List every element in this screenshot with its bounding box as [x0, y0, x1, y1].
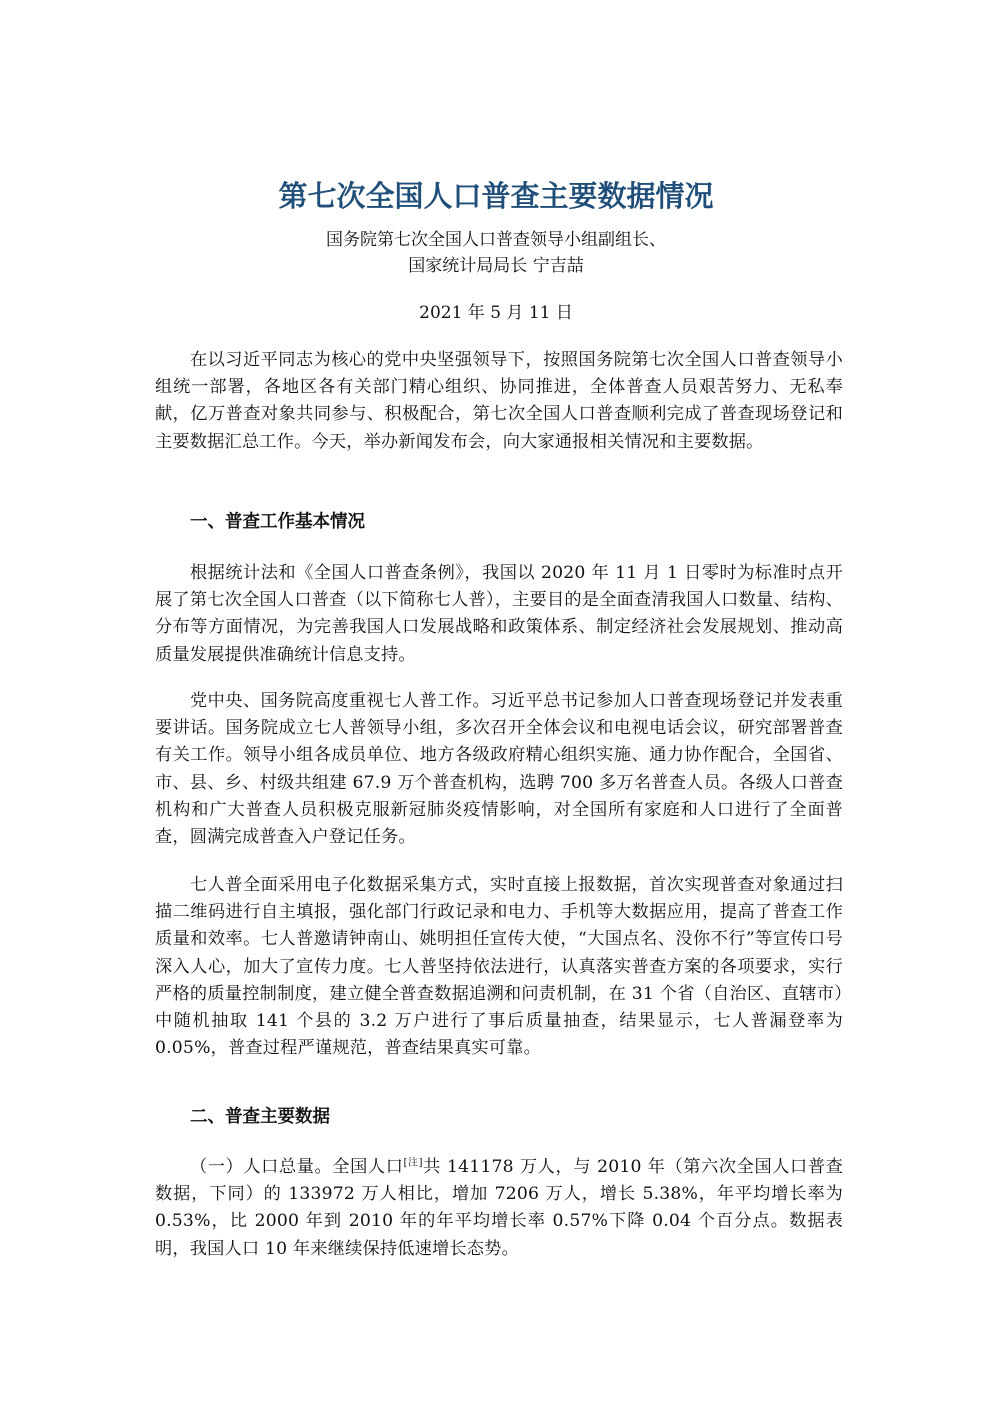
- section1-paragraph-3: 七人普全面采用电子化数据采集方式，实时直接上报数据，首次实现普查对象通过扫描二维码进行自主填报，强化部门行政记录和电力、手机等大数据应用，提高了普查工作质量和效率。七人普邀请钟南山、姚明担任宣传大使，“大国点名、没你不行”等宣传口号深入人心，加大了宣传力度。七人普坚持依法进行，认真落实普查方案的各项要求，实行严格的质量控制制度，建立健全普查数据追溯和问责机制，在 31 个省（自治区、直辖市）中随机抽取 141 个县的 3.2 万户进行了事后质量抽查，结果显示，七人普漏登率为 0.05%，普查过程严谨规范，普查结果真实可靠。: [155, 875, 843, 1059]
- population-text-start: （一）人口总量。全国人口: [190, 1157, 404, 1177]
- section2-paragraph-1: [155, 1154, 843, 1263]
- population-text-rest: 共 141178 万人，与 2010 年（第六次全国人口普查数据，下同）的 133972 万人相比，增加 7206 万人，增长 5.38%，年平均增长率为 0.53%，比 2000 年到 2010 年的年平均增长率 0.57%下降 0.04 个百分点。数据表明，我国人口 10 年来继续保持低速增长态势。: [155, 1157, 843, 1259]
- section1-paragraph-1: 根据统计法和《全国人口普查条例》，我国以 2020 年 11 月 1 日零时为标准时点开展了第七次全国人口普查（以下简称七人普），主要目的是全面查清我国人口数量、结构、分布等方面情况，为完善我国人口发展战略和政策体系、制定经济社会发展规划、推动高质量发展提供准确统计信息支持。: [155, 563, 843, 665]
- intro-paragraph: 在以习近平同志为核心的党中央坚强领导下，按照国务院第七次全国人口普查领导小组统一部署，各地区各有关部门精心组织、协同推进，全体普查人员艰苦努力、无私奉献，亿万普查对象共同参与、积极配合，第七次全国人口普查顺利完成了普查现场登记和主要数据汇总工作。今天，举办新闻发布会，向大家通报相关情况和主要数据。: [155, 350, 843, 452]
- publication-date: 2021 年 5 月 11 日: [419, 303, 573, 323]
- section1-paragraph-2: 党中央、国务院高度重视七人普工作。习近平总书记参加人口普查现场登记并发表重要讲话。国务院成立七人普领导小组，多次召开全体会议和电视电话会议，研究部署普查有关工作。领导小组各成员单位、地方各级政府精心组织实施、通力协作配合，全国省、市、县、乡、村级共组建 67.9 万个普查机构，选聘 700 多万名普查人员。各级人口普查机构和广大普查人员积极克服新冠肺炎疫情影响，对全国所有家庭和人口进行了全面普查，圆满完成普查入户登记任务。: [155, 691, 843, 848]
- section-heading-main-data: 二、普查主要数据: [190, 1107, 330, 1127]
- byline-author: 国家统计局局长 宁吉喆: [408, 256, 584, 276]
- byline-position: 国务院第七次全国人口普查领导小组副组长、: [326, 230, 666, 250]
- footnote-marker[interactable]: [注]: [403, 1157, 423, 1169]
- document-title: 第七次全国人口普查主要数据情况: [278, 179, 714, 213]
- section-heading-census-work: 一、普查工作基本情况: [190, 512, 365, 532]
